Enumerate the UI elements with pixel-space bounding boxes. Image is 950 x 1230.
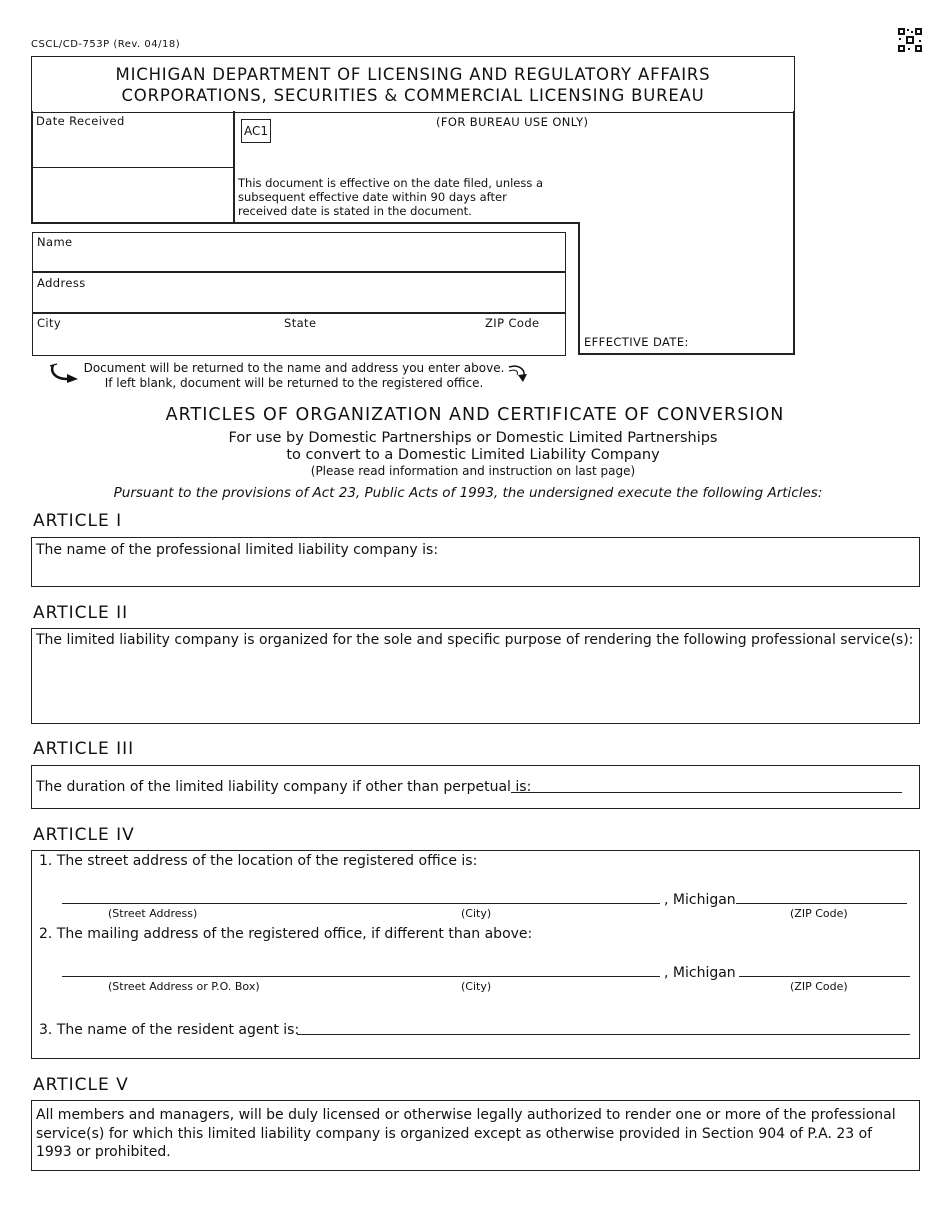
- article-2-text: The limited liability company is organized for the sole and specific purpose of rendering the following professional service(s):: [36, 632, 914, 648]
- duration-field[interactable]: [513, 775, 905, 794]
- form-title: ARTICLES OF ORGANIZATION AND CERTIFICATE OF CONVERSION: [165, 405, 785, 425]
- article-2-box: [31, 628, 920, 724]
- street-po-caption: (Street Address or P.O. Box): [108, 980, 260, 993]
- article-4-item-1: 1. The street address of the location of the registered office is:: [39, 853, 478, 869]
- article-2-heading: ARTICLE II: [33, 603, 129, 623]
- return-note: [80, 361, 508, 391]
- registered-office-street-field[interactable]: [64, 886, 662, 905]
- article-4-heading: ARTICLE IV: [33, 825, 135, 845]
- return-note-line1: Document will be returned to the name and address you enter above.: [83, 361, 505, 375]
- zip-caption-2: (ZIP Code): [790, 980, 848, 993]
- article-1-heading: ARTICLE I: [33, 511, 123, 531]
- name-label: Name: [37, 235, 73, 249]
- article-3-text: The duration of the limited liability company if other than perpetual is:: [36, 779, 532, 795]
- pursuant-statement: Pursuant to the provisions of Act 23, Public Acts of 1993, the undersigned execute the following Articles:: [113, 485, 823, 501]
- return-city-field[interactable]: [37, 332, 276, 352]
- state-label: State: [284, 316, 317, 330]
- street-address-caption: (Street Address): [108, 907, 198, 920]
- professional-services-field[interactable]: [36, 653, 910, 721]
- effective-date-label: EFFECTIVE DATE:: [584, 335, 689, 349]
- article-4-item-2: 2. The mailing address of the registered office, if different than above:: [39, 926, 533, 942]
- city-label: City: [37, 316, 62, 330]
- return-arrow-right-icon: [505, 362, 531, 384]
- michigan-label-1: , Michigan: [664, 892, 736, 908]
- article-5-text: All members and managers, will be duly licensed or otherwise legally authorized to render one or more of the professional service(s) for which this limited liability company is organized except as otherwise provided in Section 904 of P.A. 23 of 1993 or prohibited.: [36, 1107, 896, 1160]
- zip-label: ZIP Code: [485, 316, 540, 330]
- article-3-heading: ARTICLE III: [33, 739, 135, 759]
- bureau-field-2[interactable]: [36, 175, 230, 217]
- return-note-line2: If left blank, document will be returned to the registered office.: [104, 376, 484, 390]
- article-1-text: The name of the professional limited liability company is:: [36, 542, 439, 558]
- registered-office-zip-field[interactable]: [738, 886, 910, 905]
- resident-agent-field[interactable]: [299, 1017, 911, 1036]
- article-4-item-3: 3. The name of the resident agent is:: [39, 1022, 300, 1038]
- date-received-field[interactable]: [36, 131, 230, 163]
- zip-caption-1: (ZIP Code): [790, 907, 848, 920]
- return-arrow-left-icon: [47, 362, 81, 384]
- form-instructions-note: (Please read information and instruction on last page): [310, 464, 636, 478]
- effective-note: This document is effective on the date filed, unless a subsequent effective date within 90 days after received date is stated in the document.: [238, 176, 544, 218]
- company-name-field[interactable]: [36, 562, 910, 584]
- header-line1: MICHIGAN DEPARTMENT OF LICENSING AND REGULATORY AFFAIRS: [115, 65, 711, 84]
- city-caption-1: (City): [461, 907, 492, 920]
- return-address-field[interactable]: [37, 291, 561, 311]
- city-caption-2: (City): [461, 980, 492, 993]
- address-label: Address: [37, 276, 86, 290]
- ac-code-badge: AC1: [241, 119, 271, 143]
- article-5-box: [31, 1100, 920, 1171]
- mailing-address-street-field[interactable]: [64, 959, 662, 978]
- date-received-label: Date Received: [36, 114, 125, 128]
- form-subtitle-1: For use by Domestic Partnerships or Domestic Limited Partnerships: [228, 430, 718, 446]
- michigan-label-2: , Michigan: [664, 965, 736, 981]
- return-state-field[interactable]: [284, 332, 478, 352]
- form-code: CSCL/CD-753P (Rev. 04/18): [31, 39, 181, 50]
- mailing-address-zip-field[interactable]: [741, 959, 913, 978]
- header-line2: CORPORATIONS, SECURITIES & COMMERCIAL LICENSING BUREAU: [121, 86, 705, 105]
- article-1-box: [31, 537, 920, 587]
- bureau-use-only-label: (FOR BUREAU USE ONLY): [436, 115, 589, 129]
- effective-date-field[interactable]: [694, 332, 793, 352]
- qr-code-icon: [898, 28, 922, 52]
- article-3-box: [31, 765, 920, 809]
- return-zip-field[interactable]: [485, 332, 564, 352]
- header-box: [31, 56, 795, 113]
- article-5-heading: ARTICLE V: [33, 1075, 129, 1095]
- return-name-field[interactable]: [37, 250, 561, 270]
- form-subtitle-2: to convert to a Domestic Limited Liability Company: [286, 447, 660, 463]
